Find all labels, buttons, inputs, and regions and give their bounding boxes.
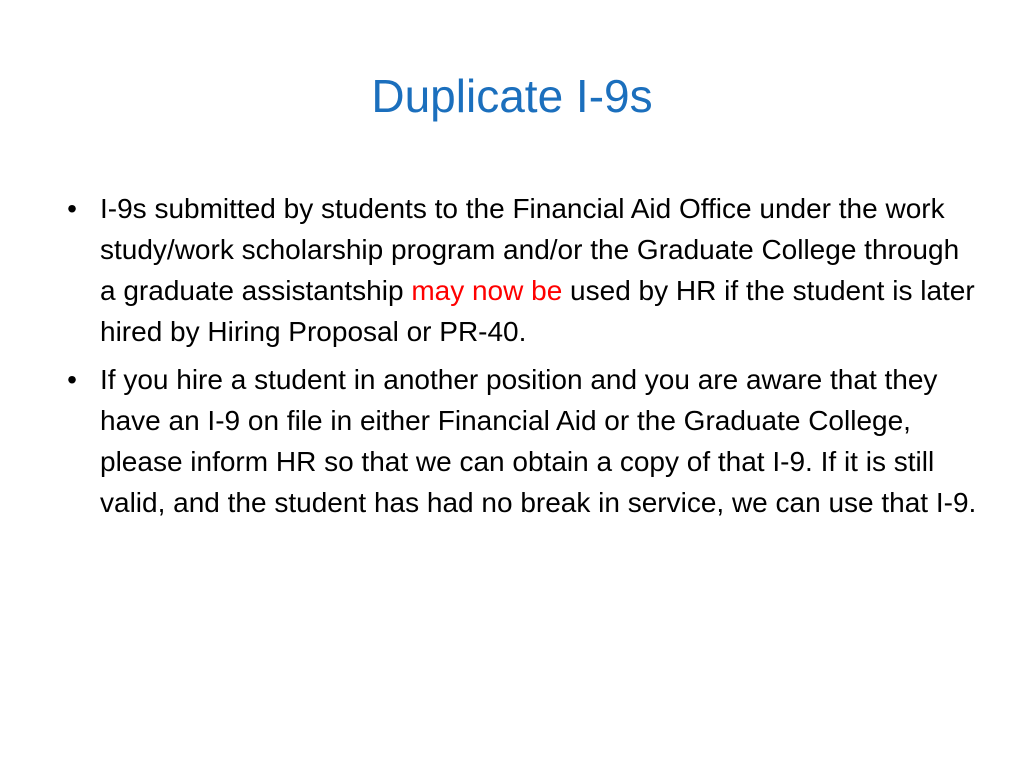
- bullet-text-continued: used by HR if the student is later hired by Hiring Proposal or PR-40.: [100, 275, 975, 347]
- bullet-list: [60, 188, 980, 530]
- bullet-text: If you hire a student in another position and you are aware that they have an I-9 on file in either Financial Aid or the Graduate College, please inform HR so that we can obtain a copy of that I-9. If it is still valid, and the student has had no break in service, we can use that I-9.: [100, 364, 977, 518]
- bullet-marker-icon: •: [67, 193, 77, 224]
- bullet-marker-icon: •: [67, 364, 77, 395]
- slide-title: Duplicate I-9s: [371, 70, 653, 122]
- bullet-highlight: may now be: [411, 275, 563, 306]
- bullet-item-reuse-policy: [60, 188, 980, 352]
- bullet-text: I-9s submitted by students to the Financial Aid Office under the work study/work scholarship program and/or the Graduate College through a graduate assistantship: [100, 193, 960, 306]
- bullet-item-inform-hr: [60, 359, 980, 523]
